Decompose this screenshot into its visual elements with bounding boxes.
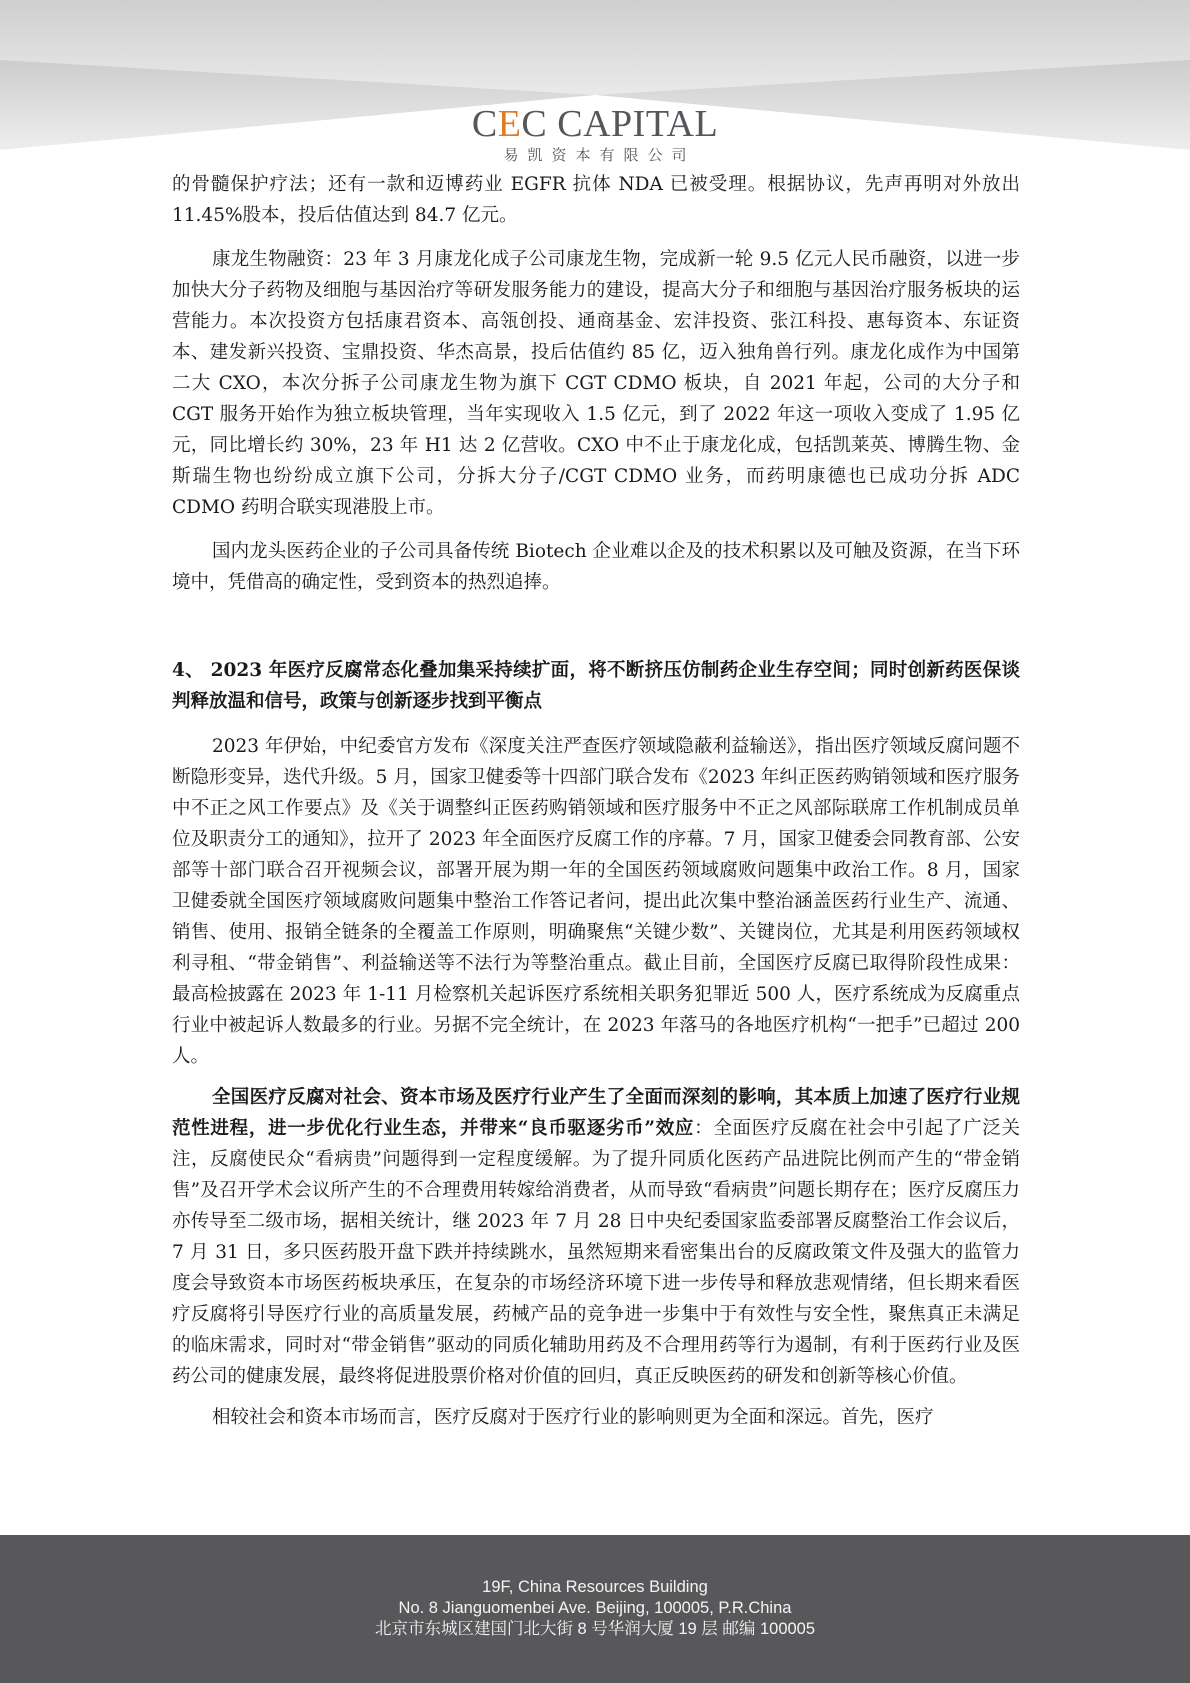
paragraph-industry-impact: 相较社会和资本市场而言，医疗反腐对于医疗行业的影响则更为全面和深远。首先，医疗 xyxy=(212,1407,934,1428)
footer-address-line-3: 北京市东城区建国门北大街 8 号华润大厦 19 层 邮编 100005 xyxy=(374,1620,816,1638)
paragraph-bone-marrow: 的骨髓保护疗法；还有一款和迈博药业 EGFR 抗体 NDA 已被受理。根据协议，先声再明对外放出 11.45%股本，投后估值达到 84.7 亿元。 xyxy=(172,174,1020,226)
page-footer xyxy=(0,1535,1190,1683)
paragraph-impact xyxy=(172,1082,1020,1392)
logo-accent-letter: E xyxy=(497,103,522,145)
logo-suffix: C CAPITAL xyxy=(521,103,719,145)
impact-body: ：全面医疗反腐在社会中引起了广泛关注，反腐使民众“看病贵”问题得到一定程度缓解。为了提升同质化医药产品进院比例而产生的“带金销售”及召开学术会议所产生的不合理费用转嫁给消费者，从而导致“看病贵”问题长期存在；医疗反腐压力亦传导至二级市场，据相关统计，继 2023 年 7 月 28 日中央纪委国家监委部署反腐整治工作会议后，7 月 31 日，多只医药股开盘下跌并持续跳水，虽然短期来看密集出台的反腐政策文件及强大的监管力度会导致资本市场医药板块承压，在复杂的市场经济环境下进一步传导和释放悲观情绪，但长期来看医疗反腐将引导医疗行业的高质量发展，药械产品的竞争进一步集中于有效性与安全性，聚焦真正未满足的临床需求，同时对“带金销售”驱动的同质化辅助用药及不合理用药等行为遏制，有利于医药行业及医药公司的健康发展，最终将促进股票价格对价值的回归，真正反映医药的研发和创新等核心价值。 xyxy=(172,1118,1020,1387)
footer-address-line-1: 19F, China Resources Building xyxy=(482,1578,708,1596)
paragraph-domestic-subsidiaries: 国内龙头医药企业的子公司具备传统 Biotech 企业难以企及的技术积累以及可触及资源，在当下环境中，凭借高的确定性，受到资本的热烈追捧。 xyxy=(172,541,1020,593)
section-heading-4: 4、 2023 年医疗反腐常态化叠加集采持续扩面，将不断挤压仿制药企业生存空间；同时创新药医保谈判释放温和信号，政策与创新逐步找到平衡点 xyxy=(172,660,1020,712)
logo-prefix: C xyxy=(471,103,498,145)
paragraph-anti-corruption: 2023 年伊始，中纪委官方发布《深度关注严查医疗领域隐蔽利益输送》，指出医疗领域反腐问题不断隐形变异，迭代升级。5 月，国家卫健委等十四部门联合发布《2023 年纠正医药购销领域和医疗服务中不正之风工作要点》及《关于调整纠正医药购销领域和医疗服务中不正之风部际联席工作机制成员单位及职责分工的通知》，拉开了 2023 年全面医疗反腐工作的序幕。7 月，国家卫健委会同教育部、公安部等十部门联合召开视频会议，部署开展为期一年的全国医药领域腐败问题集中政治工作。8 月，国家卫健委就全国医疗领域腐败问题集中整治工作答记者问，提出此次集中整治涵盖医药行业生产、流通、销售、使用、报销全链条的全覆盖工作原则，明确聚焦“关键少数”、关键岗位，尤其是利用医药领域权利寻租、“带金销售”、利益输送等不法行为等整治重点。截止目前，全国医疗反腐已取得阶段性成果：最高检披露在 2023 年 1-11 月检察机关起诉医疗系统相关职务犯罪近 500 人，医疗系统成为反腐重点行业中被起诉人数最多的行业。另据不完全统计，在 2023 年落马的各地医疗机构“一把手”已超过 200 人。 xyxy=(172,736,1020,1067)
logo-subtitle: 易凯资本有限公司 xyxy=(503,146,696,164)
company-logo xyxy=(0,104,1190,164)
paragraph-kanglong-financing: 康龙生物融资：23 年 3 月康龙化成子公司康龙生物，完成新一轮 9.5 亿元人民币融资，以进一步加快大分子药物及细胞与基因治疗等研发服务能力的建设，提高大分子和细胞与基因治疗服务板块的运营能力。本次投资方包括康君资本、高瓴创投、通商基金、宏沣投资、张江科投、惠每资本、东证资本、建发新兴投资、宝鼎投资、华杰高景，投后估值约 85 亿，迈入独角兽行列。康龙化成作为中国第二大 CXO，本次分拆子公司康龙生物为旗下 CGT CDMO 板块，自 2021 年起，公司的大分子和 CGT 服务开始作为独立板块管理，当年实现收入 1.5 亿元，到了 2022 年这一项收入变成了 1.95 亿元，同比增长约 30%，23 年 H1 达 2 亿营收。CXO 中不止于康龙化成，包括凯莱英、博腾生物、金斯瑞生物也纷纷成立旗下公司，分拆大分子/CGT CDMO 业务，而药明康德也已成功分拆 ADC CDMO 药明合联实现港股上市。 xyxy=(172,249,1020,518)
impact-bold-lead: 全国医疗反腐对社会、资本市场及医疗行业产生了全面而深刻的影响，其本质上加速了医疗行业规范性进程，进一步优化行业生态，并带来“良币驱逐劣币”效应 xyxy=(172,1087,1020,1139)
footer-address-line-2: No. 8 Jianguomenbei Ave. Beijing, 100005, P.R.China xyxy=(398,1599,792,1617)
logo-wordmark xyxy=(0,104,1190,144)
document-body xyxy=(172,169,1020,1433)
